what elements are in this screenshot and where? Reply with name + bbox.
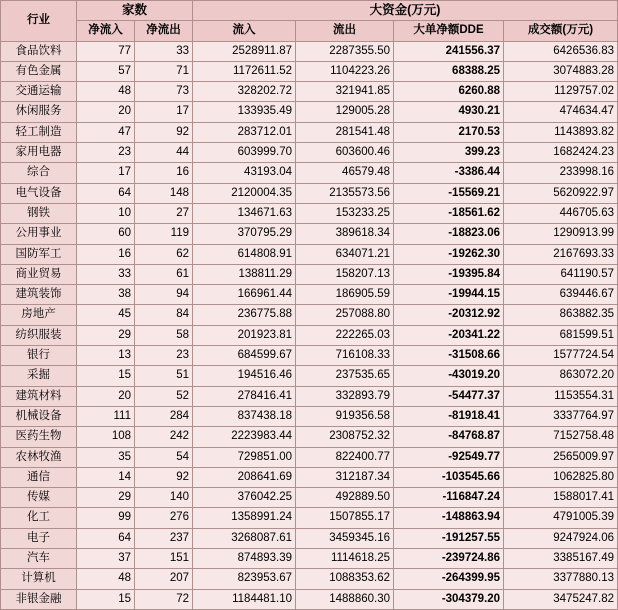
cell-industry: 建筑材料 bbox=[1, 386, 77, 406]
cell-net-outflow-count: 17 bbox=[135, 102, 193, 122]
table-row[interactable] bbox=[1, 163, 618, 183]
cell-outflow: 153233.25 bbox=[296, 203, 394, 223]
cell-net-inflow-count: 10 bbox=[77, 203, 135, 223]
cell-dde: -264399.95 bbox=[394, 569, 504, 589]
cell-industry: 采掘 bbox=[1, 366, 77, 386]
cell-dde: 6260.88 bbox=[394, 82, 504, 102]
cell-turnover: 3074883.28 bbox=[504, 61, 618, 81]
cell-net-outflow-count: 61 bbox=[135, 264, 193, 284]
cell-outflow: 321941.85 bbox=[296, 82, 394, 102]
table-row[interactable] bbox=[1, 122, 618, 142]
cell-inflow: 208641.69 bbox=[193, 467, 296, 487]
column-header-industry: 行业 bbox=[1, 1, 77, 42]
table-row[interactable] bbox=[1, 386, 618, 406]
cell-outflow: 237535.65 bbox=[296, 366, 394, 386]
cell-net-inflow-count: 111 bbox=[77, 406, 135, 426]
table-row[interactable] bbox=[1, 224, 618, 244]
cell-turnover: 1129757.02 bbox=[504, 82, 618, 102]
cell-dde: -81918.41 bbox=[394, 406, 504, 426]
cell-turnover: 639446.67 bbox=[504, 285, 618, 305]
cell-net-inflow-count: 29 bbox=[77, 325, 135, 345]
cell-turnover: 9247924.06 bbox=[504, 528, 618, 548]
cell-turnover: 863072.20 bbox=[504, 366, 618, 386]
cell-outflow: 222265.03 bbox=[296, 325, 394, 345]
cell-outflow: 312187.34 bbox=[296, 467, 394, 487]
cell-turnover: 2565009.97 bbox=[504, 447, 618, 467]
cell-net-inflow-count: 37 bbox=[77, 549, 135, 569]
cell-inflow: 201923.81 bbox=[193, 325, 296, 345]
cell-net-inflow-count: 16 bbox=[77, 244, 135, 264]
cell-turnover: 1143893.82 bbox=[504, 122, 618, 142]
cell-net-outflow-count: 62 bbox=[135, 244, 193, 264]
group-header-counts: 家数 bbox=[77, 1, 193, 21]
cell-turnover: 1682424.23 bbox=[504, 143, 618, 163]
cell-outflow: 186905.59 bbox=[296, 285, 394, 305]
cell-net-inflow-count: 17 bbox=[77, 163, 135, 183]
group-header-big-money: 大资金(万元) bbox=[193, 1, 618, 21]
cell-net-outflow-count: 23 bbox=[135, 346, 193, 366]
cell-net-inflow-count: 38 bbox=[77, 285, 135, 305]
table-row[interactable] bbox=[1, 427, 618, 447]
cell-outflow: 2135573.56 bbox=[296, 183, 394, 203]
table-row[interactable] bbox=[1, 244, 618, 264]
cell-outflow: 1488860.30 bbox=[296, 589, 394, 609]
cell-outflow: 919356.58 bbox=[296, 406, 394, 426]
cell-dde: -84768.87 bbox=[394, 427, 504, 447]
cell-inflow: 278416.41 bbox=[193, 386, 296, 406]
cell-inflow: 376042.25 bbox=[193, 488, 296, 508]
cell-net-outflow-count: 92 bbox=[135, 122, 193, 142]
cell-turnover: 641190.57 bbox=[504, 264, 618, 284]
cell-dde: -15569.21 bbox=[394, 183, 504, 203]
table-row[interactable] bbox=[1, 447, 618, 467]
cell-dde: -103545.66 bbox=[394, 467, 504, 487]
cell-dde: -20341.22 bbox=[394, 325, 504, 345]
cell-industry: 通信 bbox=[1, 467, 77, 487]
cell-industry: 房地产 bbox=[1, 305, 77, 325]
cell-dde: -148863.94 bbox=[394, 508, 504, 528]
cell-dde: -304379.20 bbox=[394, 589, 504, 609]
cell-inflow: 684599.67 bbox=[193, 346, 296, 366]
column-header-dde: 大单净额DDE bbox=[394, 21, 504, 41]
cell-dde: -20312.92 bbox=[394, 305, 504, 325]
cell-industry: 综合 bbox=[1, 163, 77, 183]
cell-industry: 银行 bbox=[1, 346, 77, 366]
cell-industry: 传媒 bbox=[1, 488, 77, 508]
cell-dde: -18561.62 bbox=[394, 203, 504, 223]
table-row[interactable] bbox=[1, 406, 618, 426]
table-row[interactable] bbox=[1, 82, 618, 102]
table-row[interactable] bbox=[1, 325, 618, 345]
cell-net-outflow-count: 52 bbox=[135, 386, 193, 406]
cell-outflow: 46579.48 bbox=[296, 163, 394, 183]
table-row[interactable] bbox=[1, 549, 618, 569]
cell-net-inflow-count: 15 bbox=[77, 589, 135, 609]
cell-outflow: 2308752.32 bbox=[296, 427, 394, 447]
cell-net-inflow-count: 108 bbox=[77, 427, 135, 447]
cell-outflow: 603600.46 bbox=[296, 143, 394, 163]
cell-dde: -43019.20 bbox=[394, 366, 504, 386]
cell-dde: -54477.37 bbox=[394, 386, 504, 406]
cell-inflow: 614808.91 bbox=[193, 244, 296, 264]
cell-inflow: 134671.63 bbox=[193, 203, 296, 223]
table-row[interactable] bbox=[1, 589, 618, 609]
cell-net-inflow-count: 77 bbox=[77, 41, 135, 61]
cell-turnover: 233998.16 bbox=[504, 163, 618, 183]
cell-turnover: 3337764.97 bbox=[504, 406, 618, 426]
cell-dde: -116847.24 bbox=[394, 488, 504, 508]
cell-net-inflow-count: 47 bbox=[77, 122, 135, 142]
cell-inflow: 837438.18 bbox=[193, 406, 296, 426]
cell-net-outflow-count: 119 bbox=[135, 224, 193, 244]
cell-industry: 化工 bbox=[1, 508, 77, 528]
cell-net-outflow-count: 92 bbox=[135, 467, 193, 487]
cell-turnover: 1290913.99 bbox=[504, 224, 618, 244]
cell-turnover: 5620922.97 bbox=[504, 183, 618, 203]
table-row[interactable] bbox=[1, 528, 618, 548]
cell-turnover: 3385167.49 bbox=[504, 549, 618, 569]
cell-dde: -3386.44 bbox=[394, 163, 504, 183]
cell-inflow: 283712.01 bbox=[193, 122, 296, 142]
cell-net-inflow-count: 48 bbox=[77, 82, 135, 102]
table-row[interactable] bbox=[1, 285, 618, 305]
cell-net-inflow-count: 57 bbox=[77, 61, 135, 81]
cell-inflow: 370795.29 bbox=[193, 224, 296, 244]
table-column-header-row bbox=[1, 21, 618, 41]
column-header-net-outflow-count: 净流出 bbox=[135, 21, 193, 41]
cell-outflow: 1104223.26 bbox=[296, 61, 394, 81]
column-header-outflow: 流出 bbox=[296, 21, 394, 41]
cell-industry: 医药生物 bbox=[1, 427, 77, 447]
cell-net-inflow-count: 35 bbox=[77, 447, 135, 467]
cell-industry: 休闲服务 bbox=[1, 102, 77, 122]
table-row[interactable] bbox=[1, 508, 618, 528]
column-header-net-inflow-count: 净流入 bbox=[77, 21, 135, 41]
table-row[interactable] bbox=[1, 488, 618, 508]
cell-net-outflow-count: 284 bbox=[135, 406, 193, 426]
cell-net-inflow-count: 15 bbox=[77, 366, 135, 386]
cell-industry: 计算机 bbox=[1, 569, 77, 589]
cell-outflow: 281541.48 bbox=[296, 122, 394, 142]
cell-industry: 轻工制造 bbox=[1, 122, 77, 142]
cell-net-outflow-count: 84 bbox=[135, 305, 193, 325]
cell-turnover: 1577724.54 bbox=[504, 346, 618, 366]
cell-outflow: 634071.21 bbox=[296, 244, 394, 264]
cell-dde: -31508.66 bbox=[394, 346, 504, 366]
cell-outflow: 158207.13 bbox=[296, 264, 394, 284]
cell-net-outflow-count: 51 bbox=[135, 366, 193, 386]
cell-net-outflow-count: 44 bbox=[135, 143, 193, 163]
cell-net-outflow-count: 71 bbox=[135, 61, 193, 81]
table-group-header-row bbox=[1, 1, 618, 21]
cell-inflow: 2223983.44 bbox=[193, 427, 296, 447]
cell-net-outflow-count: 58 bbox=[135, 325, 193, 345]
cell-inflow: 823953.67 bbox=[193, 569, 296, 589]
cell-turnover: 1062825.80 bbox=[504, 467, 618, 487]
cell-outflow: 1507855.17 bbox=[296, 508, 394, 528]
cell-outflow: 1114618.25 bbox=[296, 549, 394, 569]
cell-net-inflow-count: 60 bbox=[77, 224, 135, 244]
cell-inflow: 138811.29 bbox=[193, 264, 296, 284]
cell-turnover: 2167693.33 bbox=[504, 244, 618, 264]
column-header-turnover: 成交额(万元) bbox=[504, 21, 618, 41]
cell-net-outflow-count: 237 bbox=[135, 528, 193, 548]
cell-inflow: 133935.49 bbox=[193, 102, 296, 122]
cell-net-outflow-count: 140 bbox=[135, 488, 193, 508]
cell-outflow: 3459345.16 bbox=[296, 528, 394, 548]
cell-net-inflow-count: 29 bbox=[77, 488, 135, 508]
cell-dde: 2170.53 bbox=[394, 122, 504, 142]
cell-net-outflow-count: 148 bbox=[135, 183, 193, 203]
cell-turnover: 863882.35 bbox=[504, 305, 618, 325]
cell-dde: -19395.84 bbox=[394, 264, 504, 284]
cell-net-inflow-count: 48 bbox=[77, 569, 135, 589]
cell-industry: 电气设备 bbox=[1, 183, 77, 203]
cell-net-inflow-count: 64 bbox=[77, 528, 135, 548]
cell-net-outflow-count: 242 bbox=[135, 427, 193, 447]
cell-industry: 商业贸易 bbox=[1, 264, 77, 284]
cell-net-outflow-count: 207 bbox=[135, 569, 193, 589]
cell-turnover: 6426536.83 bbox=[504, 41, 618, 61]
cell-industry: 农林牧渔 bbox=[1, 447, 77, 467]
cell-turnover: 7152758.48 bbox=[504, 427, 618, 447]
cell-inflow: 43193.04 bbox=[193, 163, 296, 183]
cell-outflow: 332893.79 bbox=[296, 386, 394, 406]
cell-inflow: 603999.70 bbox=[193, 143, 296, 163]
cell-industry: 汽车 bbox=[1, 549, 77, 569]
cell-outflow: 716108.33 bbox=[296, 346, 394, 366]
table-row[interactable] bbox=[1, 102, 618, 122]
cell-industry: 国防军工 bbox=[1, 244, 77, 264]
cell-industry: 有色金属 bbox=[1, 61, 77, 81]
table-row[interactable] bbox=[1, 467, 618, 487]
cell-dde: 241556.37 bbox=[394, 41, 504, 61]
cell-inflow: 2120004.35 bbox=[193, 183, 296, 203]
cell-net-outflow-count: 94 bbox=[135, 285, 193, 305]
cell-inflow: 166961.44 bbox=[193, 285, 296, 305]
cell-net-inflow-count: 14 bbox=[77, 467, 135, 487]
cell-net-inflow-count: 20 bbox=[77, 386, 135, 406]
cell-outflow: 1088353.62 bbox=[296, 569, 394, 589]
cell-net-outflow-count: 27 bbox=[135, 203, 193, 223]
cell-dde: -191257.55 bbox=[394, 528, 504, 548]
cell-turnover: 681599.51 bbox=[504, 325, 618, 345]
cell-dde: 399.23 bbox=[394, 143, 504, 163]
cell-dde: -19944.15 bbox=[394, 285, 504, 305]
cell-industry: 非银金融 bbox=[1, 589, 77, 609]
cell-net-inflow-count: 20 bbox=[77, 102, 135, 122]
table-row[interactable] bbox=[1, 305, 618, 325]
table-row[interactable] bbox=[1, 41, 618, 61]
table-row[interactable] bbox=[1, 346, 618, 366]
cell-net-outflow-count: 33 bbox=[135, 41, 193, 61]
cell-industry: 交通运输 bbox=[1, 82, 77, 102]
cell-industry: 钢铁 bbox=[1, 203, 77, 223]
cell-outflow: 129005.28 bbox=[296, 102, 394, 122]
cell-industry: 家用电器 bbox=[1, 143, 77, 163]
cell-inflow: 2528911.87 bbox=[193, 41, 296, 61]
cell-dde: -239724.86 bbox=[394, 549, 504, 569]
table-row[interactable] bbox=[1, 61, 618, 81]
column-header-inflow: 流入 bbox=[193, 21, 296, 41]
cell-industry: 建筑装饰 bbox=[1, 285, 77, 305]
table-row[interactable] bbox=[1, 143, 618, 163]
cell-net-outflow-count: 16 bbox=[135, 163, 193, 183]
cell-net-inflow-count: 64 bbox=[77, 183, 135, 203]
cell-industry: 食品饮料 bbox=[1, 41, 77, 61]
cell-dde: 4930.21 bbox=[394, 102, 504, 122]
cell-inflow: 729851.00 bbox=[193, 447, 296, 467]
cell-inflow: 874893.39 bbox=[193, 549, 296, 569]
table-body bbox=[1, 41, 618, 609]
cell-dde: -18823.06 bbox=[394, 224, 504, 244]
cell-net-outflow-count: 73 bbox=[135, 82, 193, 102]
cell-inflow: 194516.46 bbox=[193, 366, 296, 386]
cell-inflow: 328202.72 bbox=[193, 82, 296, 102]
cell-turnover: 474634.47 bbox=[504, 102, 618, 122]
cell-outflow: 822400.77 bbox=[296, 447, 394, 467]
table-row[interactable] bbox=[1, 366, 618, 386]
table-row[interactable] bbox=[1, 183, 618, 203]
cell-turnover: 4791005.39 bbox=[504, 508, 618, 528]
cell-inflow: 1358991.24 bbox=[193, 508, 296, 528]
cell-turnover: 3377880.13 bbox=[504, 569, 618, 589]
cell-net-inflow-count: 23 bbox=[77, 143, 135, 163]
cell-net-inflow-count: 33 bbox=[77, 264, 135, 284]
cell-inflow: 1172611.52 bbox=[193, 61, 296, 81]
cell-inflow: 1184481.10 bbox=[193, 589, 296, 609]
cell-net-outflow-count: 72 bbox=[135, 589, 193, 609]
cell-net-inflow-count: 99 bbox=[77, 508, 135, 528]
cell-industry: 公用事业 bbox=[1, 224, 77, 244]
cell-turnover: 3475247.82 bbox=[504, 589, 618, 609]
table-row[interactable] bbox=[1, 203, 618, 223]
cell-net-inflow-count: 45 bbox=[77, 305, 135, 325]
table-row[interactable] bbox=[1, 569, 618, 589]
cell-inflow: 3268087.61 bbox=[193, 528, 296, 548]
cell-net-outflow-count: 151 bbox=[135, 549, 193, 569]
cell-turnover: 1153554.31 bbox=[504, 386, 618, 406]
cell-industry: 电子 bbox=[1, 528, 77, 548]
cell-dde: -19262.30 bbox=[394, 244, 504, 264]
cell-dde: 68388.25 bbox=[394, 61, 504, 81]
cell-net-outflow-count: 54 bbox=[135, 447, 193, 467]
cell-net-outflow-count: 276 bbox=[135, 508, 193, 528]
cell-industry: 纺织服装 bbox=[1, 325, 77, 345]
cell-outflow: 257088.80 bbox=[296, 305, 394, 325]
cell-turnover: 446705.63 bbox=[504, 203, 618, 223]
cell-outflow: 492889.50 bbox=[296, 488, 394, 508]
cell-inflow: 236775.88 bbox=[193, 305, 296, 325]
cell-outflow: 389618.34 bbox=[296, 224, 394, 244]
table-row[interactable] bbox=[1, 264, 618, 284]
cell-outflow: 2287355.50 bbox=[296, 41, 394, 61]
cell-dde: -92549.77 bbox=[394, 447, 504, 467]
cell-net-inflow-count: 13 bbox=[77, 346, 135, 366]
cell-industry: 机械设备 bbox=[1, 406, 77, 426]
cell-turnover: 1588017.41 bbox=[504, 488, 618, 508]
